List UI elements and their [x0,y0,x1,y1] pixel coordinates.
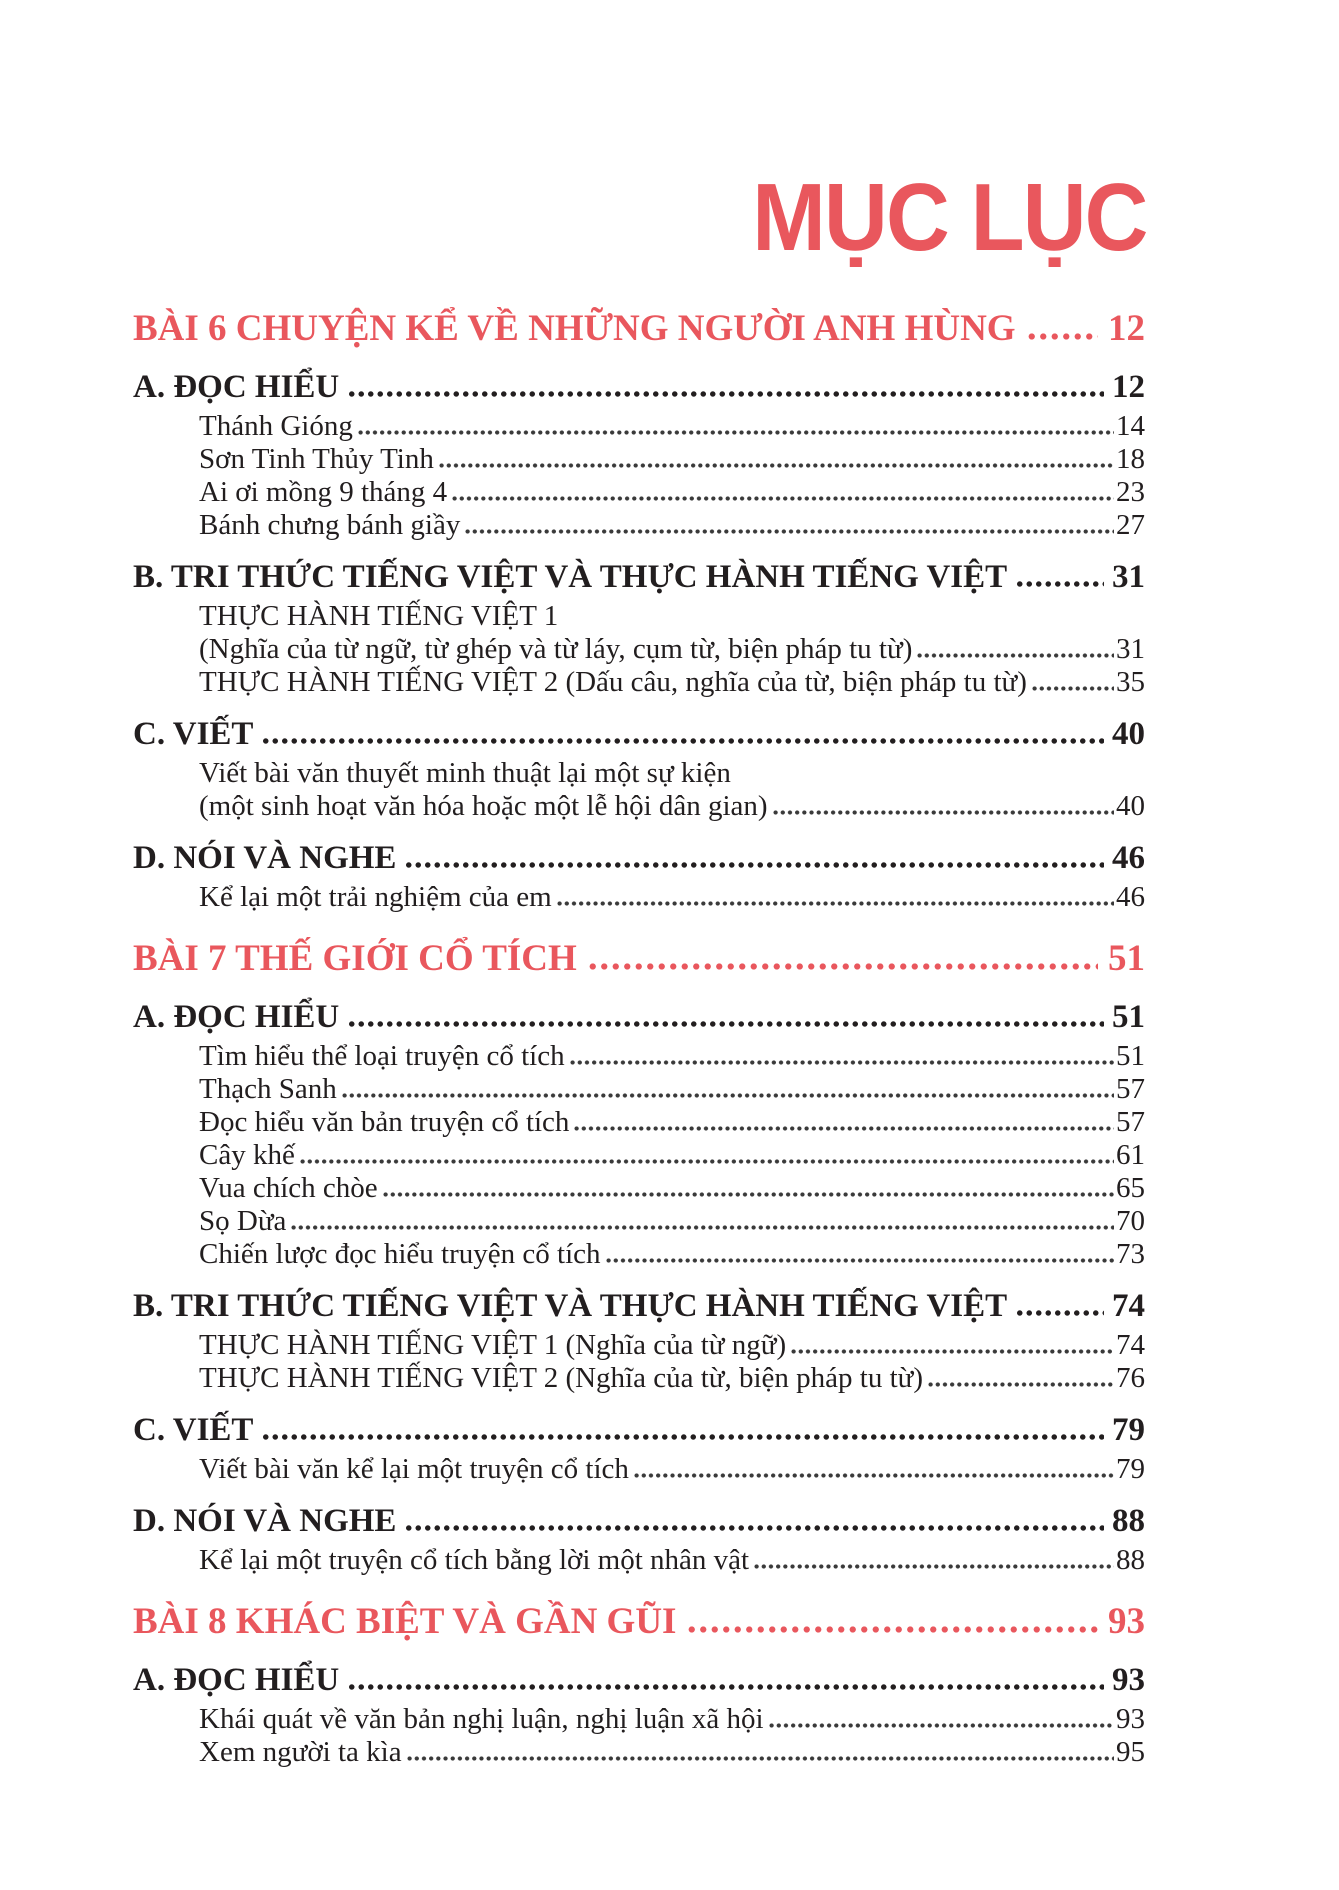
toc-item-row [133,1544,1145,1577]
dot-leader [1015,1310,1104,1316]
toc-item-row [133,1703,1145,1736]
toc-item-row [133,1329,1145,1362]
entry-label: Thạch Sanh [199,1073,337,1105]
entry-page-number: 76 [1116,1362,1145,1394]
entry-label: B. TRI THỨC TIẾNG VIỆT VÀ THỰC HÀNH TIẾNG VIỆT [133,559,1008,595]
entry-label: THỰC HÀNH TIẾNG VIỆT 1 [199,600,559,632]
dot-leader [261,1434,1104,1440]
entry-label: Viết bài văn thuyết minh thuật lại một sự kiện [199,757,731,789]
dot-leader [753,1564,1114,1569]
entry-label: Chiến lược đọc hiểu truyện cổ tích [199,1238,601,1270]
entry-label: A. ĐỌC HIỂU [133,999,340,1035]
entry-label: B. TRI THỨC TIẾNG VIỆT VÀ THỰC HÀNH TIẾNG VIỆT [133,1288,1008,1324]
entry-page-number: 70 [1116,1205,1145,1237]
toc-section-row [133,366,1145,408]
entry-page-number: 40 [1112,716,1145,752]
dot-leader [404,862,1104,868]
entry-page-number: 93 [1108,1601,1145,1642]
toc-item-row [133,881,1145,914]
entry-label: Tìm hiểu thể loại truyện cổ tích [199,1040,565,1072]
toc-section-row [133,1409,1145,1451]
dot-leader [927,1382,1114,1387]
toc-item-row [133,476,1145,509]
entry-label: C. VIẾT [133,1412,254,1448]
dot-leader [464,529,1114,534]
entry-label: Thánh Gióng [199,410,353,442]
toc-section-row [133,1659,1145,1701]
dot-leader [556,901,1114,906]
toc-item-row [133,1453,1145,1486]
toc-item-row [133,1139,1145,1172]
dot-leader [347,1021,1104,1027]
entry-page-number: 74 [1116,1329,1145,1361]
toc-item-row [133,1362,1145,1395]
toc-section-row [133,837,1145,879]
toc-item-row [133,509,1145,542]
entry-label: Kể lại một truyện cổ tích bằng lời một nhân vật [199,1544,750,1576]
entry-label: D. NÓI VÀ NGHE [133,1503,397,1539]
dot-leader [916,653,1114,658]
entry-page-number: 73 [1116,1238,1145,1270]
entry-label: Xem người ta kìa [199,1736,402,1768]
entry-label: THỰC HÀNH TIẾNG VIỆT 2 (Nghĩa của từ, biện pháp tu từ) [199,1362,924,1394]
toc-item-row [133,443,1145,476]
toc-section-row [133,996,1145,1038]
dot-leader [1031,686,1114,691]
dot-leader [1026,333,1098,340]
dot-leader [438,463,1114,468]
entry-page-number: 31 [1112,559,1145,595]
toc-item-row [133,757,1145,790]
toc-item-row [133,1238,1145,1271]
entry-page-number: 23 [1116,476,1145,508]
entry-page-number: 31 [1116,633,1145,665]
entry-page-number: 51 [1112,999,1145,1035]
entry-label: Viết bài văn kể lại một truyện cổ tích [199,1453,629,1485]
dot-leader [290,1225,1114,1230]
dot-leader [587,963,1098,970]
toc-chapter-row [133,306,1145,352]
entry-page-number: 18 [1116,443,1145,475]
toc-item-row [133,1736,1145,1769]
toc-section-row [133,556,1145,598]
toc-chapter-row [133,1599,1145,1645]
dot-leader [347,391,1104,397]
toc-item-row [133,1172,1145,1205]
entry-label: (Nghĩa của từ ngữ, từ ghép và từ láy, cụm từ, biện pháp tu từ) [199,633,913,665]
dot-leader [768,1723,1114,1728]
dot-leader [451,496,1114,501]
toc-item-row [133,790,1145,823]
entry-label: Vua chích chòe [199,1172,378,1204]
dot-leader [347,1684,1104,1690]
entry-page-number: 12 [1108,308,1145,349]
dot-leader [261,738,1104,744]
entry-label: Khái quát về văn bản nghị luận, nghị luận xã hội [199,1703,764,1735]
dot-leader [404,1525,1104,1531]
entry-page-number: 57 [1116,1073,1145,1105]
dot-leader [406,1756,1114,1761]
entry-label: A. ĐỌC HIỂU [133,369,340,405]
entry-page-number: 51 [1116,1040,1145,1072]
toc-item-row [133,633,1145,666]
toc-section-row [133,1285,1145,1327]
entry-page-number: 88 [1112,1503,1145,1539]
entry-label: Cây khế [199,1139,295,1171]
entry-page-number: 35 [1116,666,1145,698]
toc-section-row [133,1500,1145,1542]
entry-page-number: 93 [1116,1703,1145,1735]
entry-page-number: 79 [1112,1412,1145,1448]
entry-label: Sọ Dừa [199,1205,287,1237]
entry-page-number: 79 [1116,1453,1145,1485]
entry-page-number: 40 [1116,790,1145,822]
page-title: MỤC LỤC [752,164,1147,271]
entry-page-number: 46 [1112,840,1145,876]
entry-label: THỰC HÀNH TIẾNG VIỆT 2 (Dấu câu, nghĩa của từ, biện pháp tu từ) [199,666,1027,698]
dot-leader [633,1473,1114,1478]
dot-leader [357,430,1114,435]
dot-leader [569,1060,1114,1065]
dot-leader [573,1126,1114,1131]
entry-page-number: 27 [1116,509,1145,541]
entry-page-number: 46 [1116,881,1145,913]
entry-label: BÀI 8 KHÁC BIỆT VÀ GẦN GŨI [133,1601,677,1642]
entry-page-number: 93 [1112,1662,1145,1698]
toc-item-row [133,1040,1145,1073]
entry-label: BÀI 7 THẾ GIỚI CỔ TÍCH [133,938,577,979]
entry-label: BÀI 6 CHUYỆN KỂ VỀ NHỮNG NGƯỜI ANH HÙNG [133,308,1016,349]
toc-item-row [133,410,1145,443]
entry-label: D. NÓI VÀ NGHE [133,840,397,876]
entry-page-number: 61 [1116,1139,1145,1171]
entry-label: Kể lại một trải nghiệm của em [199,881,552,913]
entry-page-number: 65 [1116,1172,1145,1204]
entry-page-number: 95 [1116,1736,1145,1768]
dot-leader [772,810,1114,815]
dot-leader [382,1192,1114,1197]
toc-item-row [133,1106,1145,1139]
dot-leader [1015,581,1104,587]
entry-label: Bánh chưng bánh giầy [199,509,461,541]
toc-chapter-row [133,936,1145,982]
toc-item-row [133,666,1145,699]
dot-leader [299,1159,1114,1164]
toc-item-row [133,1073,1145,1106]
toc-item-row [133,1205,1145,1238]
entry-label: A. ĐỌC HIỂU [133,1662,340,1698]
toc-item-row [133,600,1145,633]
toc-section-row [133,713,1145,755]
entry-label: Ai ơi mồng 9 tháng 4 [199,476,448,508]
dot-leader [686,1626,1098,1633]
entry-label: THỰC HÀNH TIẾNG VIỆT 1 (Nghĩa của từ ngữ) [199,1329,787,1361]
dot-leader [605,1258,1115,1263]
entry-label: (một sinh hoạt văn hóa hoặc một lễ hội dân gian) [199,790,768,822]
entry-label: Đọc hiểu văn bản truyện cổ tích [199,1106,570,1138]
dot-leader [790,1349,1114,1354]
entry-page-number: 51 [1108,938,1145,979]
entry-label: Sơn Tinh Thủy Tinh [199,443,434,475]
entry-page-number: 14 [1116,410,1145,442]
entry-page-number: 12 [1112,369,1145,405]
toc-list [133,284,1145,1769]
entry-page-number: 74 [1112,1288,1145,1324]
entry-label: C. VIẾT [133,716,254,752]
entry-page-number: 88 [1116,1544,1145,1576]
entry-page-number: 57 [1116,1106,1145,1138]
dot-leader [341,1093,1114,1098]
